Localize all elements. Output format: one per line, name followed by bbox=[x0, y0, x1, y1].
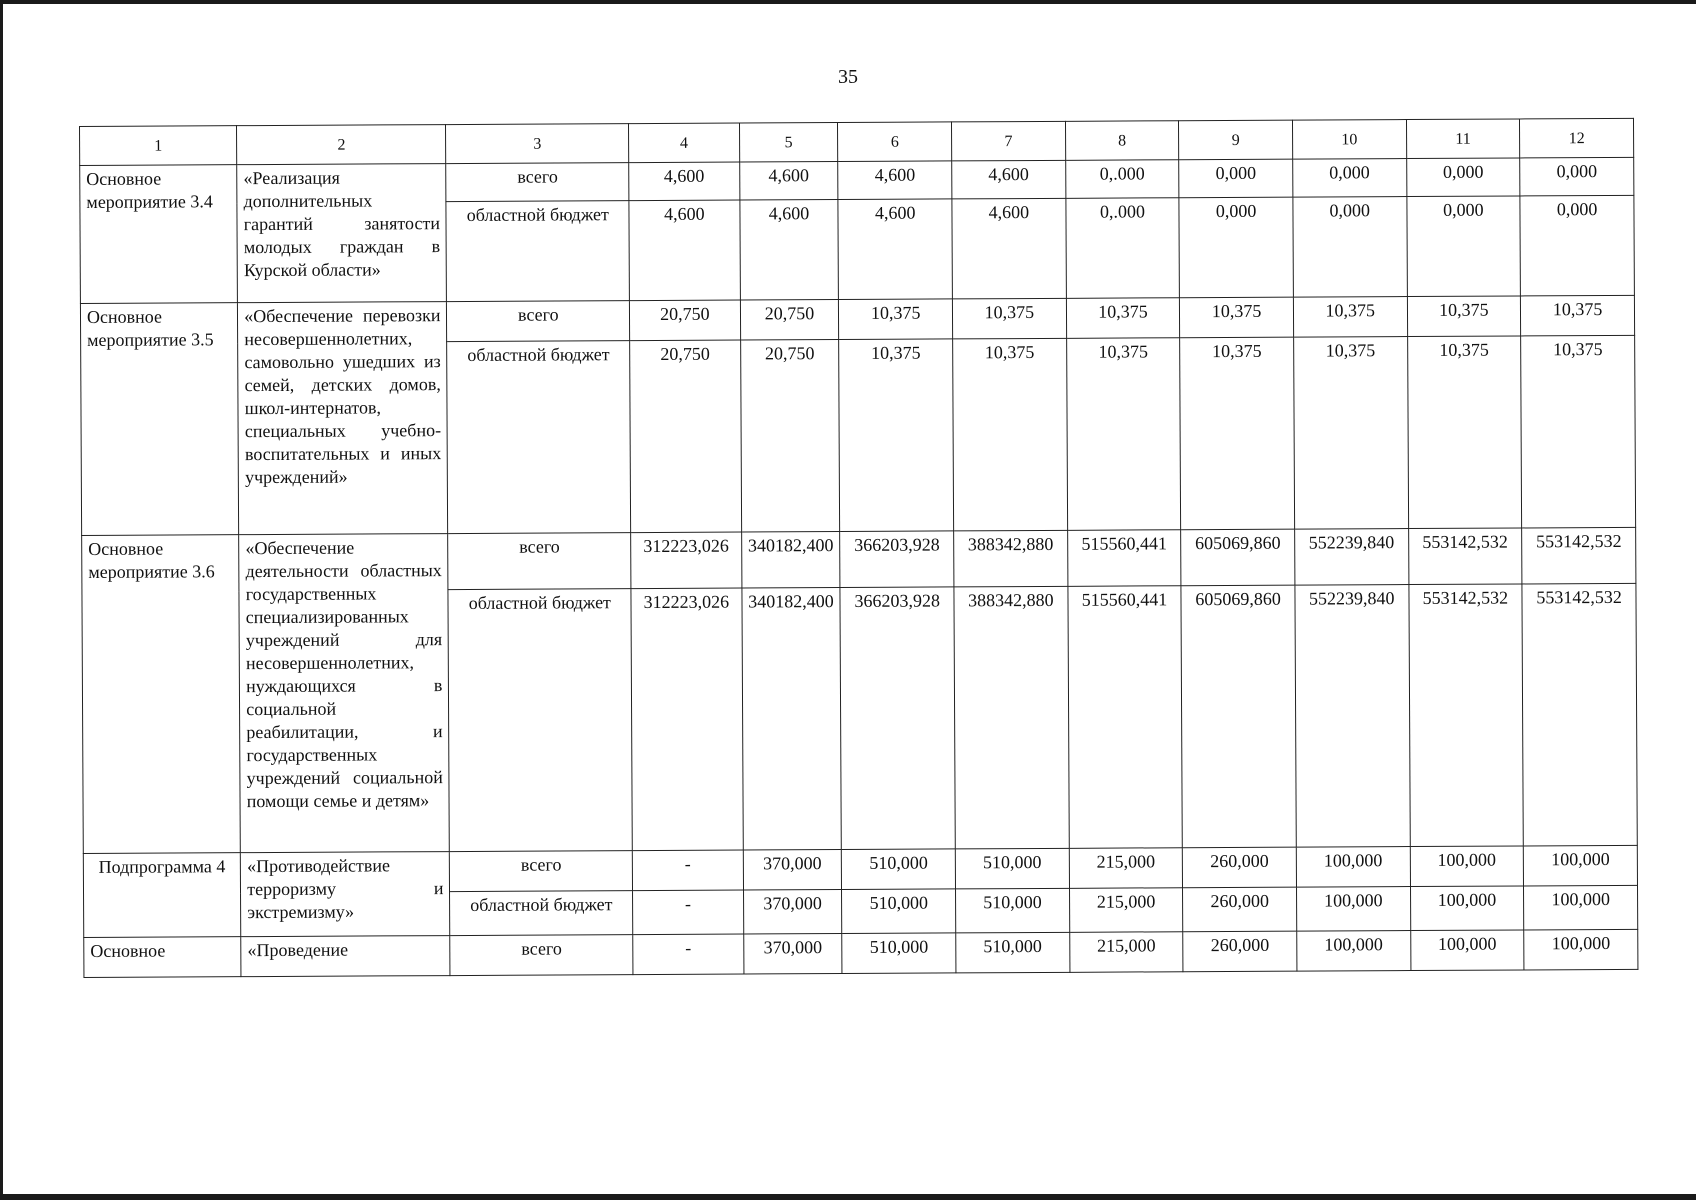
value-cell: 605069,860 bbox=[1181, 585, 1296, 848]
value-cell: 10,375 bbox=[1066, 298, 1180, 339]
value-cell: 4,600 bbox=[629, 162, 740, 201]
value-cell: 100,000 bbox=[1410, 846, 1524, 887]
value-cell: 366203,928 bbox=[840, 531, 954, 588]
table-row bbox=[82, 527, 1636, 591]
value-cell: 0,000 bbox=[1179, 197, 1293, 298]
value-cell: 0,000 bbox=[1406, 196, 1520, 297]
value-cell: 100,000 bbox=[1524, 845, 1638, 886]
value-cell: 10,375 bbox=[1293, 297, 1407, 338]
scan-border-left bbox=[0, 0, 3, 1200]
scan-border-top bbox=[0, 0, 1696, 4]
value-cell: 370,000 bbox=[743, 934, 842, 975]
funding-source-cell: областной бюджет bbox=[450, 891, 633, 936]
funding-source-cell: областной бюджет bbox=[446, 201, 629, 302]
value-cell: 100,000 bbox=[1296, 887, 1410, 932]
value-cell: 0,.000 bbox=[1065, 160, 1179, 199]
value-cell: 10,375 bbox=[839, 299, 953, 340]
value-cell: 0,000 bbox=[1293, 197, 1407, 298]
value-cell: 260,000 bbox=[1183, 887, 1297, 932]
value-cell: 553142,532 bbox=[1409, 584, 1524, 847]
header-cell: 4 bbox=[629, 123, 740, 163]
funding-source-cell: всего bbox=[447, 301, 630, 342]
value-cell: 553142,532 bbox=[1408, 528, 1522, 585]
value-cell: 553142,532 bbox=[1522, 527, 1636, 584]
value-cell: 366203,928 bbox=[840, 587, 955, 850]
header-cell: 11 bbox=[1406, 119, 1520, 159]
value-cell: 340182,400 bbox=[742, 588, 842, 851]
value-cell: 510,000 bbox=[842, 889, 956, 934]
value-cell: 0,000 bbox=[1520, 195, 1634, 296]
funding-source-cell: всего bbox=[450, 851, 633, 892]
header-cell: 5 bbox=[739, 123, 838, 163]
funding-source-cell: областной бюджет bbox=[448, 589, 632, 852]
value-cell: 260,000 bbox=[1183, 931, 1297, 972]
value-cell: 4,600 bbox=[629, 200, 740, 301]
value-cell: 100,000 bbox=[1524, 885, 1638, 930]
program-code-cell: Основное мероприятие 3.5 bbox=[80, 303, 238, 536]
value-cell: 20,750 bbox=[740, 300, 839, 341]
value-cell: 20,750 bbox=[630, 300, 741, 341]
header-cell: 2 bbox=[237, 125, 446, 165]
scan-border-bottom bbox=[0, 1194, 1696, 1200]
value-cell: 370,000 bbox=[743, 890, 842, 935]
value-cell: 510,000 bbox=[955, 848, 1069, 889]
value-cell: 10,375 bbox=[1407, 336, 1522, 529]
value-cell: 4,600 bbox=[739, 162, 838, 201]
value-cell: 510,000 bbox=[842, 933, 956, 974]
value-cell: 510,000 bbox=[956, 888, 1070, 933]
value-cell: 0,.000 bbox=[1066, 198, 1180, 299]
value-cell: 10,375 bbox=[1180, 337, 1295, 530]
program-name-cell: «Противодействие терроризму и экстремизму» bbox=[241, 852, 451, 937]
program-name-cell: «Обеспечение деятельности областных государственных специализированных учреждений для несовершеннолетних, нуждающихся в социальной реабилитации, и государственных учреждений социальной помощи семье и детям» bbox=[239, 534, 450, 853]
page-number: 35 bbox=[838, 66, 858, 88]
value-cell: 4,600 bbox=[952, 198, 1066, 299]
value-cell: 100,000 bbox=[1297, 931, 1411, 972]
value-cell: 100,000 bbox=[1410, 930, 1524, 971]
value-cell: 515560,441 bbox=[1067, 530, 1181, 587]
value-cell: 370,000 bbox=[743, 850, 842, 891]
value-cell: 388342,880 bbox=[954, 530, 1068, 587]
header-cell: 12 bbox=[1520, 118, 1634, 158]
header-cell: 3 bbox=[446, 124, 629, 164]
funding-source-cell: всего bbox=[446, 163, 629, 202]
header-cell: 10 bbox=[1292, 120, 1406, 160]
header-cell: 9 bbox=[1179, 120, 1293, 160]
value-cell: 552239,840 bbox=[1295, 585, 1410, 848]
value-cell: - bbox=[633, 890, 744, 935]
value-cell: 20,750 bbox=[630, 340, 741, 533]
value-cell: 100,000 bbox=[1524, 929, 1638, 970]
value-cell: 10,375 bbox=[1294, 337, 1409, 530]
program-name-cell: «Обеспечение перевозки несовершеннолетних, самовольно ушедших из семей, детских домов, школ-интернатов, специальных учебно-воспитательных и иных учреждений» bbox=[238, 302, 448, 535]
value-cell: 515560,441 bbox=[1068, 586, 1183, 849]
header-cell: 8 bbox=[1065, 121, 1179, 161]
value-cell: 260,000 bbox=[1183, 847, 1297, 888]
value-cell: 0,000 bbox=[1293, 159, 1407, 198]
program-code-cell: Подпрограмма 4 bbox=[83, 853, 241, 938]
value-cell: 312223,026 bbox=[631, 532, 742, 589]
value-cell: 510,000 bbox=[956, 932, 1070, 973]
header-cell: 6 bbox=[838, 122, 952, 162]
value-cell: 553142,532 bbox=[1522, 583, 1637, 846]
table-row bbox=[84, 929, 1638, 977]
value-cell: 4,600 bbox=[838, 199, 952, 300]
value-cell: 10,375 bbox=[952, 298, 1066, 339]
budget-table bbox=[79, 118, 1638, 978]
header-cell: 1 bbox=[80, 126, 237, 166]
value-cell: 100,000 bbox=[1296, 847, 1410, 888]
value-cell: 510,000 bbox=[842, 849, 956, 890]
value-cell: 0,000 bbox=[1406, 158, 1520, 197]
program-name-cell: «Реализация дополнительных гарантий занятости молодых граждан в Курской области» bbox=[237, 164, 447, 303]
funding-source-cell: всего bbox=[448, 533, 631, 590]
value-cell: 100,000 bbox=[1410, 886, 1524, 931]
program-name-cell: «Проведение bbox=[241, 936, 450, 977]
value-cell: 10,375 bbox=[839, 339, 954, 532]
value-cell: - bbox=[632, 850, 743, 891]
value-cell: 4,600 bbox=[952, 160, 1066, 199]
header-cell: 7 bbox=[952, 121, 1066, 161]
value-cell: 10,375 bbox=[1180, 297, 1294, 338]
value-cell: 10,375 bbox=[1066, 338, 1181, 531]
value-cell: 10,375 bbox=[1521, 335, 1636, 528]
value-cell: 340182,400 bbox=[741, 532, 840, 589]
value-cell: 10,375 bbox=[1521, 295, 1635, 336]
value-cell: 215,000 bbox=[1069, 848, 1183, 889]
program-code-cell: Основное bbox=[84, 937, 241, 978]
value-cell: 215,000 bbox=[1069, 932, 1183, 973]
value-cell: - bbox=[633, 934, 744, 975]
value-cell: 388342,880 bbox=[954, 586, 1069, 849]
program-code-cell: Основное мероприятие 3.6 bbox=[82, 535, 241, 854]
value-cell: 0,000 bbox=[1520, 157, 1634, 196]
value-cell: 215,000 bbox=[1069, 888, 1183, 933]
funding-source-cell: областной бюджет bbox=[447, 341, 631, 534]
value-cell: 605069,860 bbox=[1181, 529, 1295, 586]
funding-source-cell: всего bbox=[450, 935, 633, 976]
value-cell: 10,375 bbox=[953, 338, 1068, 531]
value-cell: 4,600 bbox=[740, 200, 839, 301]
value-cell: 20,750 bbox=[740, 340, 840, 533]
value-cell: 4,600 bbox=[838, 161, 952, 200]
program-code-cell: Основное мероприятие 3.4 bbox=[80, 165, 238, 304]
value-cell: 0,000 bbox=[1179, 159, 1293, 198]
value-cell: 10,375 bbox=[1407, 296, 1521, 337]
value-cell: 312223,026 bbox=[631, 588, 743, 851]
value-cell: 552239,840 bbox=[1295, 529, 1409, 586]
